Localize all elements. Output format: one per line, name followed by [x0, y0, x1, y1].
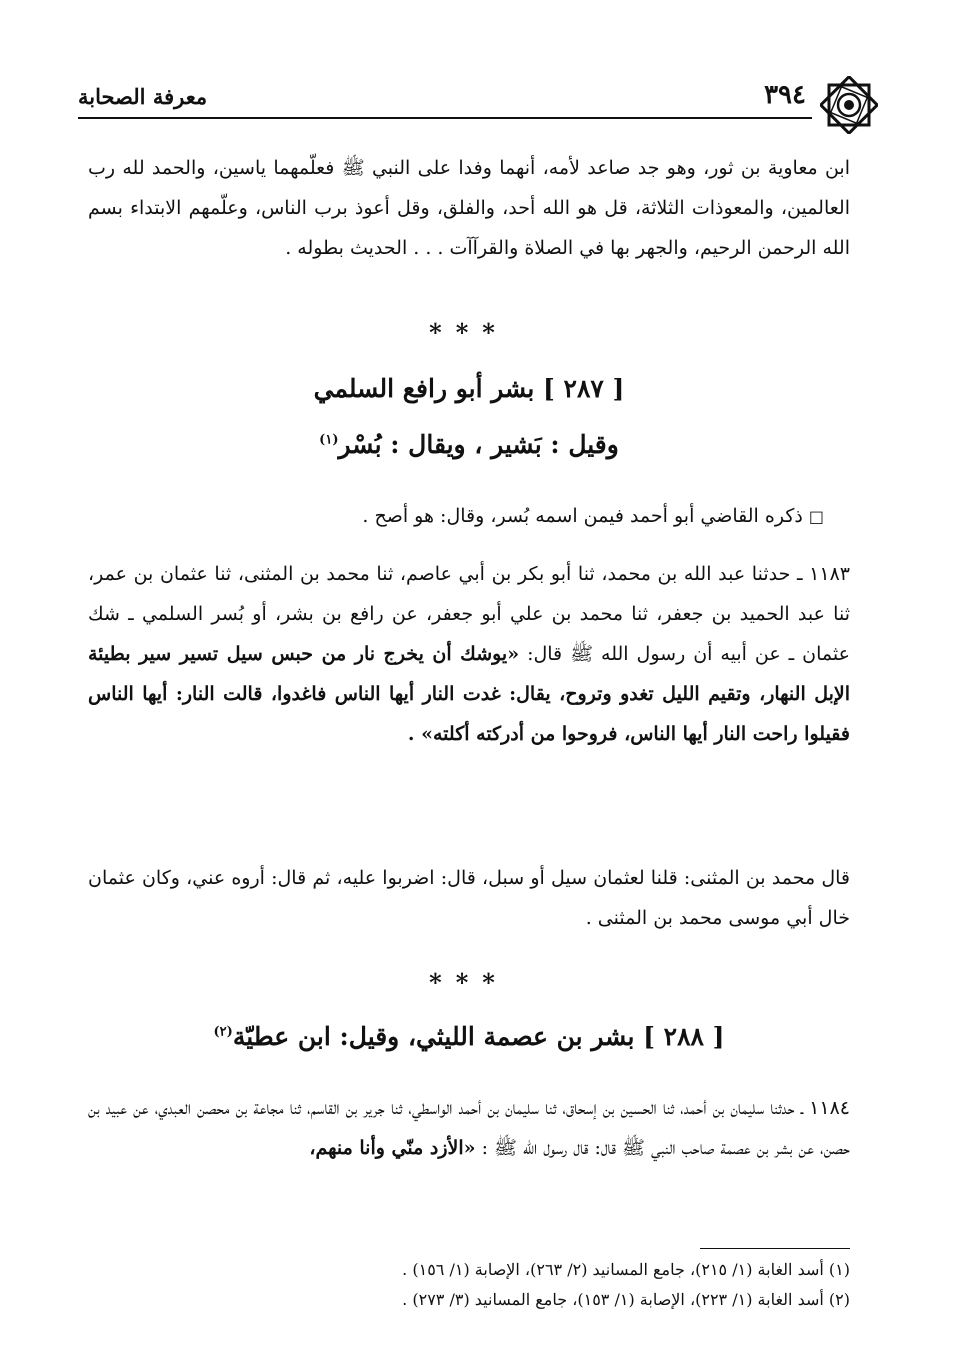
entry-288-title-text: [ ٢٨٨ ] بشر بن عصمة الليثي، وقيل: ابن عطيّة	[232, 1022, 725, 1051]
hadith-1183-chain: ١١٨٣ ـ حدثنا عبد الله بن محمد، ثنا أبو بكر بن أبي عاصم، ثنا محمد بن المثنى، ثنا عثمان بن عمر، ثنا عبد الحميد بن جعفر، ثنا محمد بن علي أبو جعفر، عن رافع بن بشر، أو بُسر السلمي ـ شك عثمان ـ عن أبيه أن رسول الله ﷺ قال:	[88, 563, 850, 665]
footnote-ref-2: (٢)	[213, 1024, 233, 1040]
section-separator: ***	[429, 318, 509, 347]
box-bullet-icon: □	[808, 507, 824, 526]
intro-paragraph: ابن معاوية بن ثور، وهو جد صاعد لأمه، أنهما وفدا على النبي ﷺ فعلّمهما ياسين، والحمد لله رب العالمين، والمعوذات الثلاثة، قل هو الله أحد، والفلق، وقل أعوذ برب الناس، وعلّمهم الابتداء بسم الله الرحمن الرحيم، والجهر بها في الصلاة والقرآآت . . . الحديث بطوله .	[88, 157, 850, 259]
footnote-1: (١) أسد الغابة (١/ ٢١٥)، جامع المسانيد (٢/ ٢٦٣)، الإصابة (١/ ١٥٦) .	[402, 1260, 850, 1279]
hadith-1184-text: «الأزد منّي وأنا منهم،	[309, 1137, 476, 1159]
footnote-rule	[700, 1248, 850, 1249]
entry-287-title: [ ٢٨٧ ] بشر أبو رافع السلمي	[313, 374, 625, 403]
hadith-1183	[88, 554, 850, 754]
entry-287-comment: قال محمد بن المثنى: قلنا لعثمان سيل أو سبل، قال: اضربوا عليه، ثم قال: أروه عني، وكان عثمان خال أبي موسى محمد بن المثنى .	[88, 867, 850, 929]
page-number: ٣٩٤	[764, 80, 806, 110]
entry-287-note	[88, 496, 850, 537]
entry-287-subtitle-text: وقيل : بَشير ، ويقال : بُسْر	[338, 430, 619, 459]
hadith-1183-text: «يوشك أن يخرج نار من حبس سيل تسير سير بطيئة الإبل النهار، وتقيم الليل تغدو وتروح، يقال: غدت النار أيها الناس فاغدوا، قالت النار: أيها الناس فقيلوا راحت النار أيها الناس، فروحوا من أدركته أكلته» .	[88, 643, 850, 745]
header-rule	[78, 117, 812, 119]
book-title: معرفة الصحابة	[78, 84, 208, 109]
section-separator-2: ***	[429, 968, 509, 997]
hadith-1184-chain: ١١٨٤ ـ حدثنا سليمان بن أحمد، ثنا الحسين بن إسحاق، ثنا سليمان بن أحمد الواسطي، ثنا جرير بن القاسم، ثنا مجاعة بن محصن العبدي، عن عبيد بن حصن، عن بشر بن عصمة صاحب النبي ﷺ قال: قال رسول الله ﷺ :	[88, 1097, 850, 1159]
entry-287-note-text: ذكره القاضي أبو أحمد فيمن اسمه بُسر، وقال: هو أصح .	[362, 505, 803, 527]
page-header	[78, 70, 878, 136]
entry-287-subtitle	[88, 430, 850, 459]
ornament-icon	[820, 76, 878, 134]
footnote-2: (٢) أسد الغابة (١/ ٢٢٣)، الإصابة (١/ ١٥٣)، جامع المسانيد (٣/ ٢٧٣) .	[402, 1290, 850, 1309]
entry-288-title	[88, 1022, 850, 1051]
footnote-ref-1: (١)	[319, 432, 339, 448]
hadith-1184	[88, 1088, 850, 1168]
